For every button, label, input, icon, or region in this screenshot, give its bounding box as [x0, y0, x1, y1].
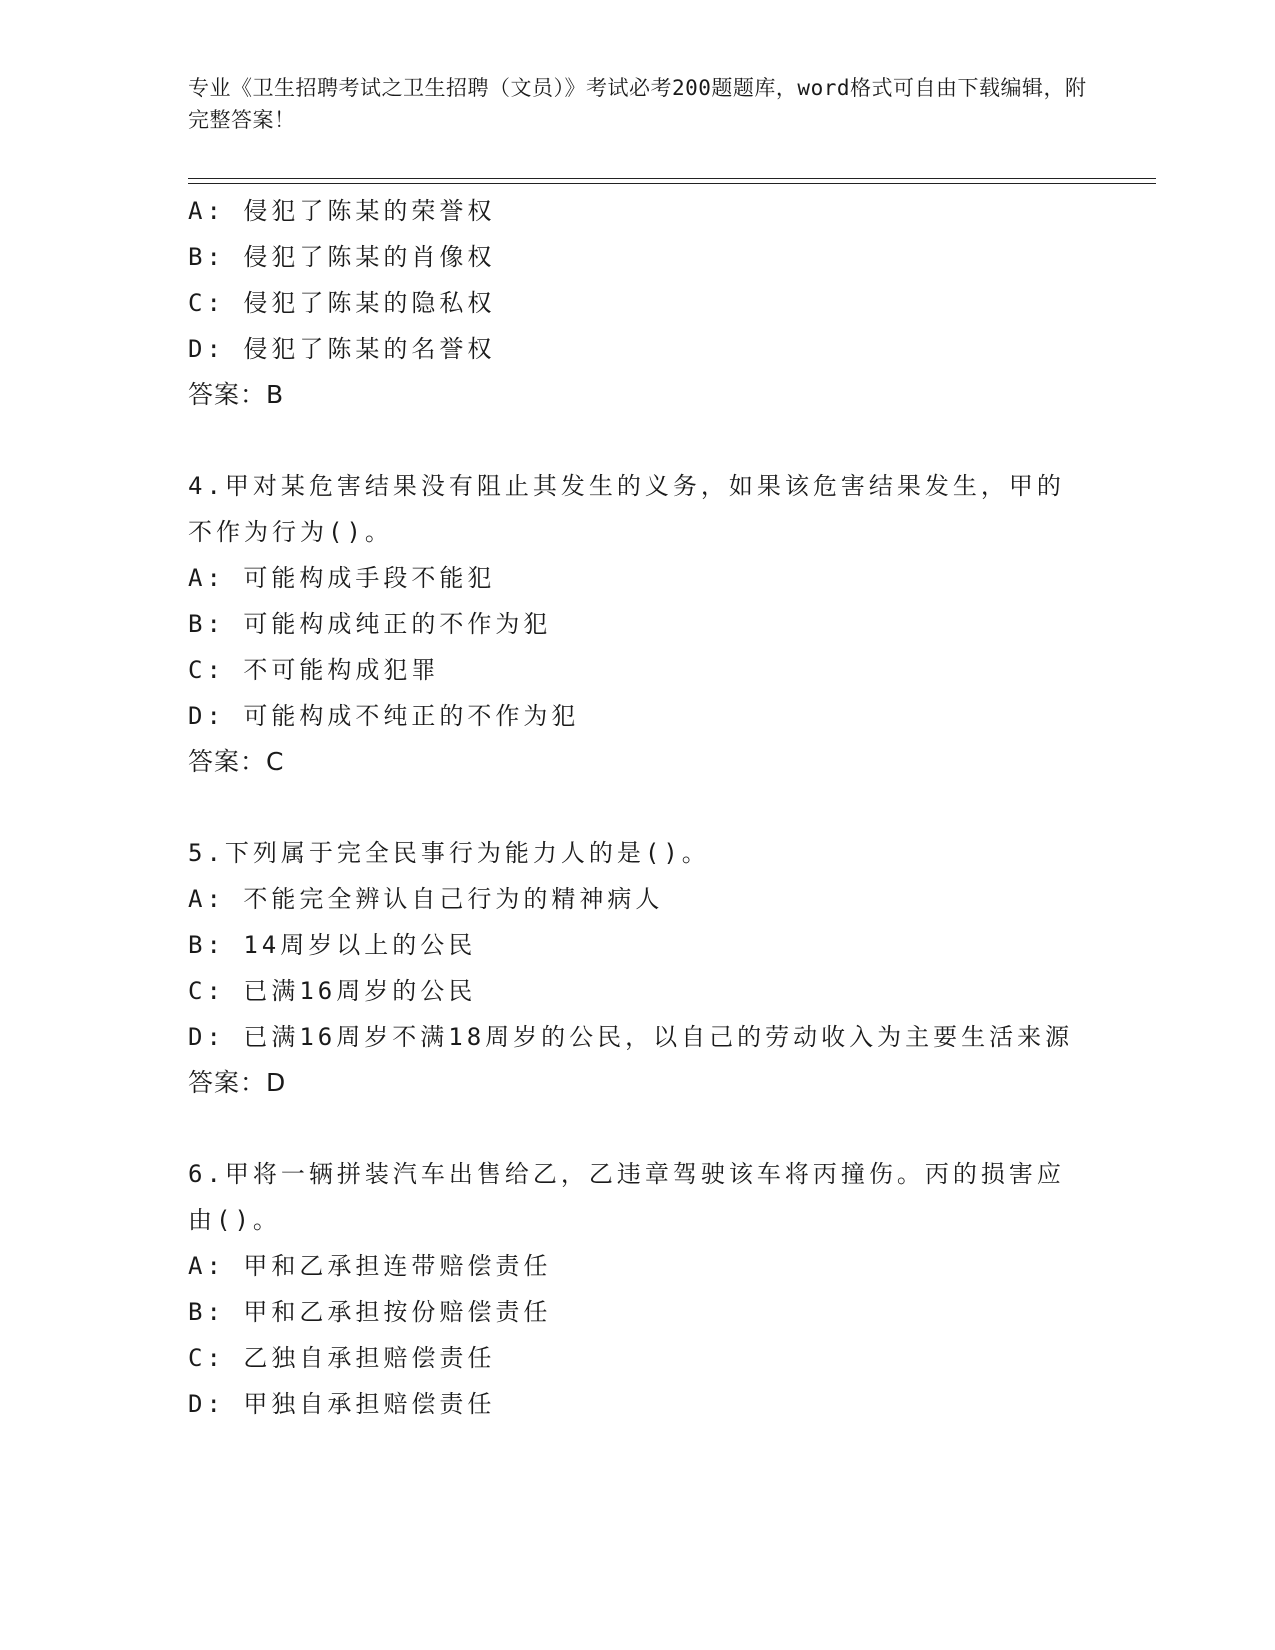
question-stem: 5.下列属于完全民事行为能力人的是()。 — [188, 839, 710, 867]
option-c: C: 侵犯了陈某的隐私权 — [188, 289, 496, 317]
option-a: A: 可能构成手段不能犯 — [188, 564, 496, 592]
option-d: D: 甲独自承担赔偿责任 — [188, 1390, 496, 1418]
option-d: D: 已满16周岁不满18周岁的公民，以自己的劳动收入为主要生活来源 — [188, 1023, 1074, 1051]
question-6 — [188, 1151, 1088, 1427]
option-d: D: 可能构成不纯正的不作为犯 — [188, 702, 580, 730]
option-b: B: 可能构成纯正的不作为犯 — [188, 610, 552, 638]
question-4 — [188, 463, 1088, 785]
answer-label: 答案：D — [188, 1068, 287, 1097]
question-stem: 4.甲对某危害结果没有阻止其发生的义务，如果该危害结果发生，甲的不作为行为()。 — [188, 472, 1065, 546]
option-b: B: 14周岁以上的公民 — [188, 931, 477, 959]
option-c: C: 已满16周岁的公民 — [188, 977, 477, 1005]
document-header: 专业《卫生招聘考试之卫生招聘（文员）》考试必考200题题库，word格式可自由下载编辑，附完整答案！ — [188, 76, 1087, 132]
option-b: B: 甲和乙承担按份赔偿责任 — [188, 1298, 552, 1326]
header-divider-top — [188, 178, 1156, 179]
question-5 — [188, 830, 1088, 1106]
option-a: A: 甲和乙承担连带赔偿责任 — [188, 1252, 552, 1280]
question-3 — [188, 188, 1088, 418]
question-stem: 6.甲将一辆拼装汽车出售给乙，乙违章驾驶该车将丙撞伤。丙的损害应由()。 — [188, 1160, 1065, 1234]
option-c: C: 乙独自承担赔偿责任 — [188, 1344, 496, 1372]
question-list — [188, 188, 1088, 1427]
option-d: D: 侵犯了陈某的名誉权 — [188, 335, 496, 363]
option-c: C: 不可能构成犯罪 — [188, 656, 440, 684]
option-a: A: 不能完全辨认自己行为的精神病人 — [188, 885, 664, 913]
header-divider-bottom — [188, 183, 1156, 184]
answer-label: 答案：C — [188, 747, 285, 776]
option-b: B: 侵犯了陈某的肖像权 — [188, 243, 496, 271]
answer-label: 答案：B — [188, 380, 285, 409]
option-a: A: 侵犯了陈某的荣誉权 — [188, 197, 496, 225]
